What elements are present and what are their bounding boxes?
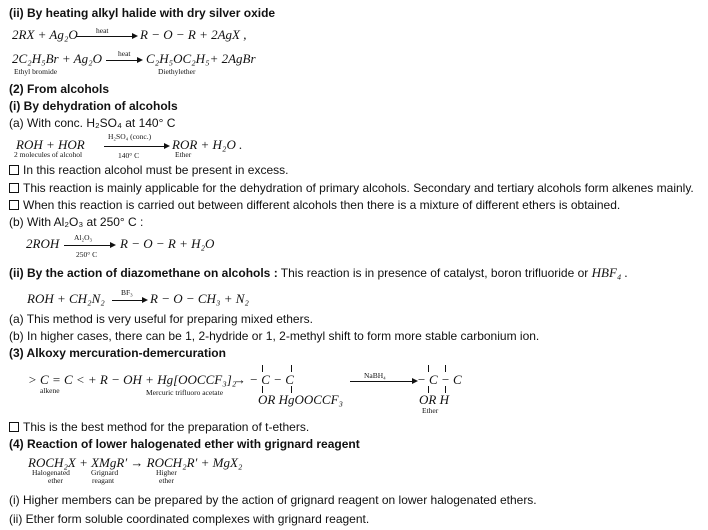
dehydration-catalyst: H₂SO₄ (conc.) bbox=[108, 132, 152, 141]
diazomethane-equation-products: R − O − CH₃ + N₂ bbox=[150, 291, 249, 306]
label-ethyl-bromide: Ethyl bromide bbox=[14, 67, 58, 76]
item-i-higher-members: (i) Higher members can be prepared by the action of grignard reagent on lower halogenated ethers. bbox=[9, 493, 537, 507]
label-halogenated: Halogenated bbox=[32, 468, 70, 477]
item-b-al2o3: (b) With Al₂O₃ at 250° C : bbox=[9, 215, 144, 229]
dehydration-equation-reactants: ROH + HOR bbox=[16, 137, 85, 152]
note-best-method: This is the best method for the preparation of t-ethers. bbox=[9, 420, 309, 434]
item-b-hydride-shift: (b) In higher cases, there can be 1, 2-hydride or 1, 2-methyl shift to form more stable carbonium ion. bbox=[9, 329, 540, 343]
equation-1-products: R − O − R + 2AgX , bbox=[140, 27, 247, 42]
checkbox-bullet-icon bbox=[9, 422, 19, 432]
reaction-arrow bbox=[104, 146, 168, 147]
equation-2-products: C₂H₅OC₂H₅+ 2AgBr bbox=[146, 51, 256, 66]
bond-line bbox=[262, 365, 263, 372]
dehydration-equation-products: ROR + H₂O . bbox=[172, 137, 243, 152]
reaction-arrow bbox=[112, 300, 146, 301]
section-heading-alkoxymercuration: (3) Alkoxy mercuration-demercuration bbox=[9, 346, 226, 360]
grignard-equation: ROCH₂X + XMgR′ → ROCH₂R′ + MgX₂ bbox=[28, 455, 243, 470]
checkbox-bullet-icon bbox=[9, 183, 19, 193]
checkbox-bullet-icon bbox=[9, 200, 19, 210]
note-alcohol-excess: In this reaction alcohol must be present in excess. bbox=[9, 163, 288, 177]
label-higher-ether: ether bbox=[159, 476, 174, 485]
reaction-arrow bbox=[64, 245, 114, 246]
al2o3-catalyst: Al₂O₃ bbox=[74, 233, 93, 242]
label-alkene: alkene bbox=[40, 386, 60, 395]
mercuration-intermediate: → − C − C bbox=[233, 372, 294, 387]
bond-line bbox=[291, 365, 292, 372]
label-higher: Higher bbox=[156, 468, 177, 477]
label-diethylether: Diethylether bbox=[158, 67, 196, 76]
checkbox-bullet-icon bbox=[9, 165, 19, 175]
subheading-dehydration: (i) By dehydration of alcohols bbox=[9, 99, 178, 113]
note-primary-alcohols: This reaction is mainly applicable for the dehydration of primary alcohols. Secondary and tertiary alcohols form alkenes mainly. bbox=[9, 181, 694, 195]
equation-2-condition: heat bbox=[118, 49, 131, 58]
note-different-alcohols: When this reaction is carried out between different alcohols then there is a mixture of different ethers is obtained. bbox=[9, 198, 620, 212]
label-mercuric-trifluoroacetate: Mercuric trifluoro acetate bbox=[146, 388, 224, 397]
al2o3-equation-reactant: 2ROH bbox=[26, 236, 60, 251]
equation-1-condition: heat bbox=[96, 26, 109, 35]
diazomethane-heading: (ii) By the action of diazomethane on alcohols : This reaction is in presence of catalyst, boron trifluoride or HBF₄ . bbox=[9, 265, 628, 280]
item-a-conc-h2so4: (a) With conc. H₂SO₄ at 140° C bbox=[9, 116, 176, 130]
bond-line bbox=[428, 365, 429, 372]
demercuration-product: − C − C bbox=[417, 372, 462, 387]
equation-2-reactants: 2C₂H₅Br + Ag₂O bbox=[12, 51, 102, 66]
label-two-molecules-alcohol: 2 molecules of alcohol bbox=[14, 150, 83, 159]
reaction-arrow bbox=[106, 60, 141, 61]
dehydration-temperature: 140° C bbox=[118, 151, 140, 160]
section-heading-grignard: (4) Reaction of lower halogenated ether with grignard reagent bbox=[9, 437, 360, 451]
label-halogenated-ether: ether bbox=[48, 476, 63, 485]
diazomethane-equation-reactants: ROH + CH₂N₂ bbox=[27, 291, 105, 306]
demercuration-product-substituents: OR H bbox=[419, 392, 449, 407]
al2o3-equation-products: R − O − R + H₂O bbox=[120, 236, 215, 251]
equation-1-reactants: 2RX + Ag₂O bbox=[12, 27, 78, 42]
item-ii-complexes: (ii) Ether form soluble coordinated complexes with grignard reagent. bbox=[9, 512, 370, 526]
bond-line bbox=[445, 365, 446, 372]
reaction-arrow bbox=[350, 381, 416, 382]
mercuration-reactants: > C = C < + R − OH + Hg[OOCCF₃]₂ bbox=[28, 372, 237, 387]
section-heading-from-alcohols: (2) From alcohols bbox=[9, 82, 110, 96]
label-grignard-reagant: reagant bbox=[92, 476, 115, 485]
al2o3-temperature: 250° C bbox=[76, 250, 98, 259]
reaction-arrow bbox=[76, 36, 136, 37]
label-grignard: Grignard bbox=[91, 468, 119, 477]
label-product-ether: Ether bbox=[422, 406, 439, 415]
label-ether: Ether bbox=[175, 150, 192, 159]
section-heading-silver-oxide: (ii) By heating alkyl halide with dry silver oxide bbox=[9, 6, 276, 20]
reagent-nabh4: NaBH₄ bbox=[364, 371, 386, 380]
item-a-mixed-ethers: (a) This method is very useful for preparing mixed ethers. bbox=[9, 312, 313, 326]
mercuration-intermediate-substituents: OR HgOOCCF₃ bbox=[258, 392, 344, 407]
diazomethane-catalyst: BF₃ bbox=[121, 288, 133, 297]
